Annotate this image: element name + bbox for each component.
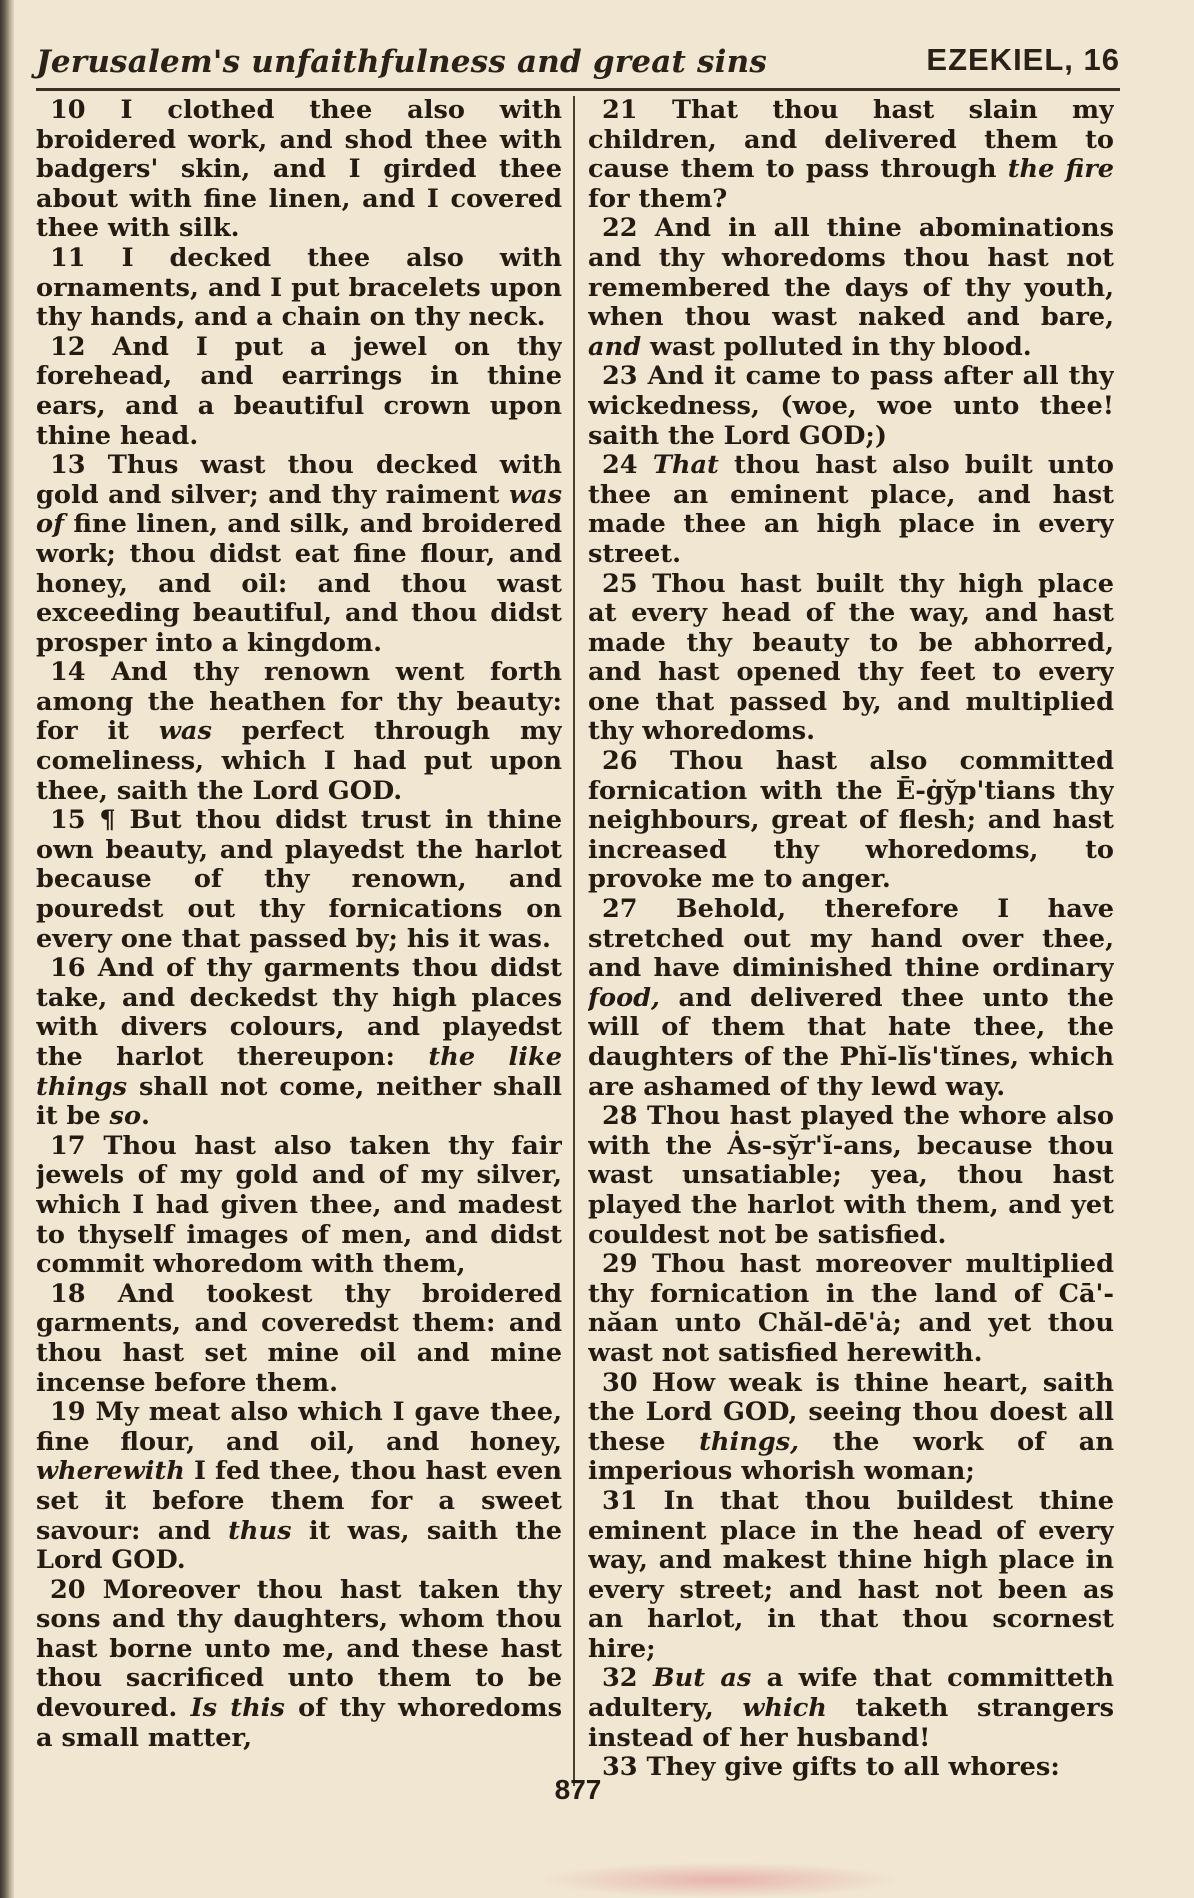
verse-text: it was, saith the Lord GOD. bbox=[36, 1515, 562, 1576]
italic-text: That bbox=[652, 450, 719, 481]
verse-text: I fed thee, thou hast even set it before them for a sweet savour: and bbox=[36, 1456, 562, 1546]
verse-19 bbox=[36, 1398, 562, 1576]
header-rule bbox=[36, 88, 1120, 91]
verse-30 bbox=[588, 1369, 1114, 1487]
verse-text: a wife that committeth adultery, bbox=[588, 1663, 1114, 1724]
italic-text: so bbox=[109, 1101, 142, 1132]
verse-number: 13 bbox=[50, 450, 86, 481]
verse-text: Moreover thou hast taken thy sons and thy daughters, whom thou hast borne unto me, and these hast thou sacrificed unto them to be devoured. bbox=[36, 1574, 562, 1724]
verse-number: 28 bbox=[602, 1101, 638, 1132]
verse-number: 33 bbox=[602, 1752, 638, 1783]
verse-14 bbox=[36, 658, 562, 806]
italic-text: the fire bbox=[1007, 154, 1114, 185]
verse-24 bbox=[588, 451, 1114, 569]
verse-text: Behold, therefore I have stretched out my hand over thee, and have diminished thine ordinary bbox=[588, 894, 1114, 984]
verse-number: 10 bbox=[50, 96, 86, 125]
verse-28 bbox=[588, 1102, 1114, 1250]
verse-31 bbox=[588, 1487, 1114, 1665]
verse-number: 24 bbox=[602, 450, 638, 481]
verse-number: 21 bbox=[602, 96, 638, 125]
verse-25 bbox=[588, 570, 1114, 748]
verse-number: 12 bbox=[50, 331, 86, 362]
running-head bbox=[36, 36, 1120, 96]
verse-text: And it came to pass after all thy wickedness, (woe, woe unto thee! saith the Lord GOD;) bbox=[588, 361, 1114, 451]
italic-text: was bbox=[158, 716, 212, 747]
column-divider bbox=[573, 96, 575, 1786]
verse-text: Thou hast played the whore also with the Ȧs-sy̆r'ĭ-ans, because thou wast unsatiable; yea, thou hast played the harlot with them, and yet couldest not be satisfied. bbox=[588, 1101, 1114, 1250]
verse-text: Thus wast thou decked with gold and silver; and thy raiment bbox=[36, 450, 562, 510]
running-head-title: Jerusalem's unfaithfulness and great sins bbox=[36, 44, 768, 80]
bible-page bbox=[28, 30, 1128, 1830]
verse-number: 15 bbox=[50, 805, 86, 836]
verse-text: fine linen, and silk, and broidered work; thou didst eat fine flour, and honey, and oil: and thou wast exceeding beautiful, and thou didst prosper into a kingdom. bbox=[36, 509, 562, 658]
page-stain bbox=[540, 1862, 900, 1898]
right-column bbox=[588, 96, 1114, 1786]
italic-text: food, bbox=[588, 982, 660, 1013]
verse-17 bbox=[36, 1132, 562, 1280]
verse-text: thou hast also built unto thee an eminent place, and hast made thee an high place in every street. bbox=[588, 450, 1114, 569]
verse-text: That thou hast slain my children, and delivered them to cause them to pass through bbox=[588, 96, 1114, 185]
italic-text: thus bbox=[228, 1515, 292, 1546]
verse-text: the work of an imperious whorish woman; bbox=[588, 1426, 1114, 1487]
italic-text: and bbox=[588, 331, 642, 362]
verse-number: 26 bbox=[602, 746, 638, 777]
verse-number: 31 bbox=[602, 1485, 638, 1516]
italic-text: things, bbox=[699, 1426, 800, 1457]
verse-text: taketh strangers instead of her husband! bbox=[588, 1693, 1114, 1753]
italic-text: which bbox=[742, 1693, 827, 1724]
verse-text: shall not come, neither shall it be bbox=[36, 1071, 562, 1132]
verse-number: 23 bbox=[602, 361, 638, 392]
verse-number: 17 bbox=[50, 1130, 86, 1161]
verse-27 bbox=[588, 895, 1114, 1102]
verse-text: perfect through my comeliness, which I had put upon thee, saith the Lord GOD. bbox=[36, 716, 562, 806]
italic-text: the like things bbox=[36, 1042, 562, 1102]
verse-text: . bbox=[141, 1101, 150, 1132]
verse-text: I clothed thee also with broidered work, and shod thee with badgers' skin, and I girded thee about with fine linen, and I covered thee with silk. bbox=[36, 96, 562, 244]
verse-text: ¶ But thou didst trust in thine own beauty, and playedst the harlot because of thy renown, and pouredst out thy fornications on every one that passed by; his it was. bbox=[36, 805, 562, 954]
verse-text: Thou hast built thy high place at every head of the way, and hast made thy beauty to be abhorred, and hast opened thy feet to every one that passed by, and multiplied thy whoredoms. bbox=[588, 568, 1114, 747]
verse-number: 16 bbox=[50, 953, 86, 984]
verse-32 bbox=[588, 1664, 1114, 1753]
italic-text: wherewith bbox=[36, 1456, 185, 1487]
verse-text: And in all thine abominations and thy whoredoms thou hast not remembered the days of thy youth, when thou wast naked and bare, bbox=[588, 213, 1114, 333]
verse-number: 30 bbox=[602, 1367, 638, 1398]
running-head-book-chapter: EZEKIEL, 16 bbox=[926, 42, 1120, 77]
verse-text: And thy renown went forth among the heathen for thy beauty: for it bbox=[36, 657, 562, 747]
italic-text: Is this bbox=[190, 1693, 285, 1724]
verse-16 bbox=[36, 954, 562, 1132]
left-column bbox=[36, 96, 562, 1786]
verse-text: Thou hast also committed fornication with the Ē-ġy̆p'tians thy neighbours, great of flesh; and hast increased thy whoredoms, to provoke me to anger. bbox=[588, 746, 1114, 895]
verse-number: 25 bbox=[602, 568, 638, 599]
verse-number: 29 bbox=[602, 1249, 638, 1280]
italic-text: But as bbox=[652, 1663, 752, 1694]
verse-15 bbox=[36, 806, 562, 954]
verse-number: 11 bbox=[50, 242, 86, 273]
verse-text: And of thy garments thou didst take, and deckedst thy high places with divers colours, and playedst the harlot thereupon: bbox=[36, 953, 562, 1072]
page-number: 877 bbox=[554, 1774, 602, 1805]
verse-number: 18 bbox=[50, 1278, 86, 1309]
verse-text: And I put a jewel on thy forehead, and earrings in thine ears, and a beautiful crown upon thine head. bbox=[36, 331, 562, 451]
verse-22 bbox=[588, 214, 1114, 362]
verse-text bbox=[638, 1663, 653, 1693]
verse-20 bbox=[36, 1576, 562, 1754]
verse-number: 14 bbox=[50, 657, 86, 688]
verse-text: and delivered thee unto the will of them that hate thee, the daughters of the Phĭ-lĭs'tĭnes, which are ashamed of thy lewd way. bbox=[588, 982, 1114, 1102]
verse-29 bbox=[588, 1250, 1114, 1368]
verse-text: And tookest thy broidered garments, and coveredst them: and thou hast set mine oil and mine incense before them. bbox=[36, 1278, 562, 1398]
verse-text bbox=[638, 450, 653, 480]
italic-text: was of bbox=[36, 479, 562, 540]
verse-23 bbox=[588, 362, 1114, 451]
verse-number: 20 bbox=[50, 1574, 86, 1605]
verse-12 bbox=[36, 333, 562, 451]
verse-text: I decked thee also with ornaments, and I put bracelets upon thy hands, and a chain on thy neck. bbox=[36, 242, 562, 333]
verse-text: How weak is thine heart, saith the Lord GOD, seeing thou doest all these bbox=[588, 1367, 1114, 1457]
verse-13 bbox=[36, 451, 562, 658]
verse-11 bbox=[36, 244, 562, 333]
verse-number: 32 bbox=[602, 1663, 638, 1694]
verse-number: 19 bbox=[50, 1397, 86, 1428]
verse-text: They give gifts to all whores: bbox=[637, 1752, 1060, 1783]
verse-text: of thy whoredoms a small matter, bbox=[36, 1693, 562, 1753]
verse-text: for them? bbox=[588, 183, 728, 214]
verse-26 bbox=[588, 747, 1114, 895]
verse-text: Thou hast also taken thy fair jewels of my gold and of my silver, which I had given thee, and madest to thyself images of men, and didst commit whoredom with them, bbox=[36, 1130, 562, 1280]
verse-number: 22 bbox=[602, 213, 638, 244]
verse-text: In that thou buildest thine eminent place in the head of every way, and makest thine high place in every street; and hast not been as an harlot, in that thou scornest hire; bbox=[588, 1485, 1114, 1664]
verse-number: 27 bbox=[602, 894, 638, 925]
verse-text: My meat also which I gave thee, fine flour, and oil, and honey, bbox=[36, 1397, 562, 1457]
verse-18 bbox=[36, 1280, 562, 1398]
verse-text: Thou hast moreover multiplied thy fornication in the land of Cā'-năan unto Chăl-dē'ȧ; and yet thou wast not satisfied herewith. bbox=[588, 1249, 1114, 1368]
verse-10 bbox=[36, 96, 562, 244]
book-binding-shadow bbox=[0, 0, 14, 1898]
verse-text: wast polluted in thy blood. bbox=[641, 331, 1032, 362]
verse-21 bbox=[588, 96, 1114, 214]
